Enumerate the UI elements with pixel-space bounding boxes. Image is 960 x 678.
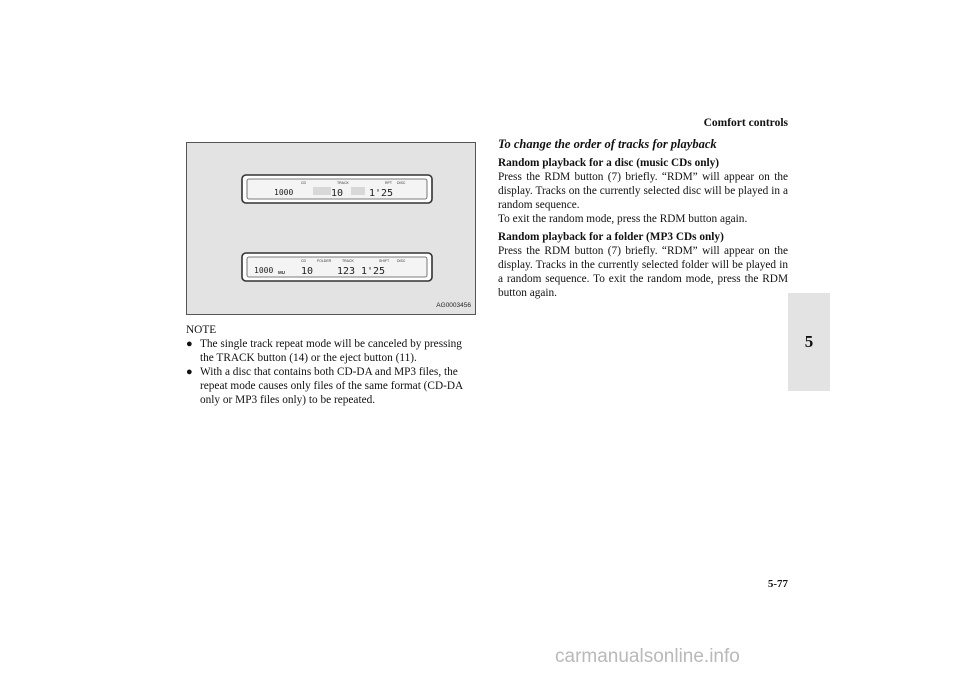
lcd2-track-label: TRACK	[342, 259, 354, 263]
lcd2-cd-label: CD	[301, 259, 307, 263]
lcd1-track-number: 10	[331, 188, 344, 199]
lcd-display-2	[241, 251, 433, 283]
lcd-display-1	[241, 173, 433, 205]
lcd2-folder-label: FOLDER	[317, 259, 332, 263]
note-block	[186, 323, 478, 407]
lcd1-cd-label: CD	[301, 181, 307, 185]
lcd2-shift-label: SHIFT	[379, 259, 390, 263]
lcd2-mu-indicator: MU	[278, 270, 285, 275]
display-figure	[186, 142, 476, 315]
section-header: Comfort controls	[703, 117, 788, 129]
lcd2-time: 1'25	[361, 266, 386, 277]
lcd2-folder-number: 10	[301, 266, 314, 277]
paragraph-disc: Press the RDM button (7) briefly. “RDM” will appear on the display. Tracks on the currently selected disc will be played in a random sequence.	[498, 171, 788, 211]
lcd1-rpt-label: RPT	[385, 181, 392, 185]
subheading-folder: Random playback for a folder (MP3 CDs only)	[498, 231, 724, 243]
note-title: NOTE	[186, 324, 217, 336]
note-item: ● With a disc that contains both CD-DA and MP3 files, the repeat mode causes only files of the same format (CD-DA only or MP3 files only) to be repeated.	[186, 365, 478, 407]
chapter-tab: 5	[788, 293, 830, 391]
random-playback-section	[498, 137, 788, 304]
lcd1-track-label: TRACK	[337, 181, 349, 185]
note-item: ● The single track repeat mode will be canceled by pressing the TRACK button (14) or the eject button (11).	[186, 337, 478, 365]
section-heading: To change the order of tracks for playback	[498, 137, 717, 151]
lcd1-time: 1'25	[369, 188, 394, 199]
lcd2-track-number: 123	[337, 266, 356, 277]
lcd1-disc-label: DISC	[397, 181, 406, 185]
lcd2-disc-label: DISC	[397, 259, 406, 263]
subheading-disc: Random playback for a disc (music CDs only)	[498, 157, 720, 169]
paragraph-folder: Press the RDM button (7) briefly. “RDM” will appear on the display. Tracks in the currently selected folder will be played in a random sequence. To exit the random mode, press the RDM button again.	[498, 245, 788, 299]
lcd1-left-value: 1000	[274, 188, 294, 197]
page-number: 5-77	[767, 578, 788, 590]
paragraph-disc-exit: To exit the random mode, press the RDM button again.	[498, 213, 748, 225]
figure-code: AG0003456	[436, 302, 471, 309]
watermark: carmanualsonline.info	[555, 646, 740, 667]
lcd2-left-value: 1000	[254, 266, 274, 275]
